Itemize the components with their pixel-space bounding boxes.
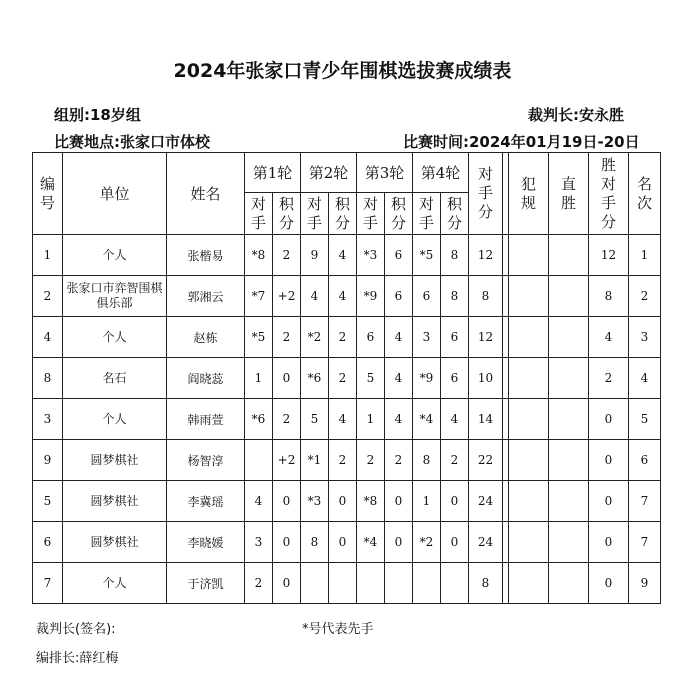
table-row bbox=[33, 522, 661, 563]
cell-round-opponent: 3 bbox=[245, 522, 273, 563]
cell-direct-win bbox=[549, 399, 589, 440]
arranger-label: 编排长:薛红梅 bbox=[36, 651, 119, 666]
group-label: 组别:18岁组 bbox=[54, 106, 141, 124]
cell-round-opponent: *2 bbox=[301, 317, 329, 358]
cell-unit: 个人 bbox=[63, 235, 167, 276]
cell-wins-opponent-score: 2 bbox=[589, 358, 629, 399]
table-row bbox=[33, 563, 661, 604]
cell-round-opponent bbox=[413, 563, 441, 604]
header-opponent: 对手 bbox=[357, 193, 385, 235]
cell-round-opponent: *3 bbox=[357, 235, 385, 276]
cell-rank: 4 bbox=[629, 358, 661, 399]
table-row bbox=[33, 317, 661, 358]
venue-label: 比赛地点:张家口市体校 bbox=[54, 133, 210, 151]
cell-wins-opponent-score: 0 bbox=[589, 481, 629, 522]
results-table bbox=[32, 152, 661, 604]
cell-round-opponent: *8 bbox=[357, 481, 385, 522]
cell-round-points: 4 bbox=[385, 317, 413, 358]
cell-wins-opponent-score: 12 bbox=[589, 235, 629, 276]
cell-wins-opponent-score: 0 bbox=[589, 522, 629, 563]
cell-round-points: 4 bbox=[441, 399, 469, 440]
cell-unit: 个人 bbox=[63, 317, 167, 358]
cell-round-opponent: 5 bbox=[301, 399, 329, 440]
cell-no: 3 bbox=[33, 399, 63, 440]
cell-round-points: 0 bbox=[273, 563, 301, 604]
cell-round-opponent: *9 bbox=[413, 358, 441, 399]
cell-round-opponent: 4 bbox=[245, 481, 273, 522]
cell-round-opponent: *6 bbox=[301, 358, 329, 399]
header-rank: 名次 bbox=[629, 153, 661, 235]
header-opponent-score: 对手分 bbox=[469, 153, 503, 235]
cell-round-points: 2 bbox=[385, 440, 413, 481]
table-row bbox=[33, 276, 661, 317]
cell-round-opponent: 2 bbox=[245, 563, 273, 604]
cell-wins-opponent-score: 0 bbox=[589, 399, 629, 440]
cell-foul bbox=[509, 317, 549, 358]
cell-foul bbox=[509, 276, 549, 317]
cell-name: 赵栋 bbox=[167, 317, 245, 358]
cell-round-points bbox=[385, 563, 413, 604]
cell-opponent-score: 14 bbox=[469, 399, 503, 440]
cell-round-points: 0 bbox=[441, 481, 469, 522]
cell-round-points: 0 bbox=[385, 481, 413, 522]
cell-direct-win bbox=[549, 563, 589, 604]
cell-foul bbox=[509, 440, 549, 481]
header-round-4: 第4轮 bbox=[413, 153, 469, 193]
cell-no: 8 bbox=[33, 358, 63, 399]
cell-round-opponent bbox=[245, 440, 273, 481]
cell-round-points: +2 bbox=[273, 276, 301, 317]
cell-round-points: 2 bbox=[329, 358, 357, 399]
header-foul: 犯规 bbox=[509, 153, 549, 235]
cell-round-opponent: *5 bbox=[245, 317, 273, 358]
cell-rank: 9 bbox=[629, 563, 661, 604]
cell-round-points: 2 bbox=[329, 440, 357, 481]
cell-round-opponent: *6 bbox=[245, 399, 273, 440]
chief-referee-label: 裁判长:安永胜 bbox=[528, 106, 624, 124]
cell-round-points: 2 bbox=[273, 235, 301, 276]
header-direct-win: 直胜 bbox=[549, 153, 589, 235]
cell-unit: 个人 bbox=[63, 399, 167, 440]
cell-round-points bbox=[441, 563, 469, 604]
cell-name: 韩雨萱 bbox=[167, 399, 245, 440]
cell-round-points: 0 bbox=[273, 522, 301, 563]
cell-unit: 圆梦棋社 bbox=[63, 481, 167, 522]
cell-no: 1 bbox=[33, 235, 63, 276]
cell-name: 郭湘云 bbox=[167, 276, 245, 317]
header-points: 积分 bbox=[441, 193, 469, 235]
cell-foul bbox=[509, 235, 549, 276]
cell-direct-win bbox=[549, 358, 589, 399]
cell-round-opponent: *5 bbox=[413, 235, 441, 276]
cell-round-points: +2 bbox=[273, 440, 301, 481]
cell-foul bbox=[509, 481, 549, 522]
cell-name: 李晓媛 bbox=[167, 522, 245, 563]
table-row bbox=[33, 440, 661, 481]
cell-round-opponent bbox=[357, 563, 385, 604]
cell-opponent-score: 24 bbox=[469, 522, 503, 563]
cell-round-opponent: 8 bbox=[301, 522, 329, 563]
header-name: 姓名 bbox=[167, 153, 245, 235]
cell-opponent-score: 8 bbox=[469, 563, 503, 604]
cell-direct-win bbox=[549, 235, 589, 276]
cell-rank: 7 bbox=[629, 481, 661, 522]
cell-rank: 2 bbox=[629, 276, 661, 317]
header-points: 积分 bbox=[385, 193, 413, 235]
cell-round-points: 8 bbox=[441, 276, 469, 317]
cell-opponent-score: 12 bbox=[469, 235, 503, 276]
cell-no: 4 bbox=[33, 317, 63, 358]
cell-direct-win bbox=[549, 522, 589, 563]
header-opponent: 对手 bbox=[413, 193, 441, 235]
cell-round-opponent: 8 bbox=[413, 440, 441, 481]
cell-round-points: 6 bbox=[441, 358, 469, 399]
cell-round-opponent: 9 bbox=[301, 235, 329, 276]
cell-name: 张楷易 bbox=[167, 235, 245, 276]
cell-round-points: 6 bbox=[385, 276, 413, 317]
cell-round-points: 4 bbox=[385, 358, 413, 399]
cell-round-opponent: *7 bbox=[245, 276, 273, 317]
cell-name: 阎晓蕊 bbox=[167, 358, 245, 399]
table-row bbox=[33, 235, 661, 276]
cell-round-opponent: 4 bbox=[301, 276, 329, 317]
cell-unit: 圆梦棋社 bbox=[63, 440, 167, 481]
cell-round-points bbox=[329, 563, 357, 604]
cell-opponent-score: 10 bbox=[469, 358, 503, 399]
cell-wins-opponent-score: 0 bbox=[589, 563, 629, 604]
cell-name: 杨智淳 bbox=[167, 440, 245, 481]
header-opponent: 对手 bbox=[301, 193, 329, 235]
header-points: 积分 bbox=[273, 193, 301, 235]
cell-round-points: 4 bbox=[329, 276, 357, 317]
cell-round-opponent: 5 bbox=[357, 358, 385, 399]
cell-unit: 张家口市弈智围棋俱乐部 bbox=[63, 276, 167, 317]
cell-round-opponent: 6 bbox=[357, 317, 385, 358]
cell-direct-win bbox=[549, 481, 589, 522]
cell-opponent-score: 12 bbox=[469, 317, 503, 358]
cell-foul bbox=[509, 563, 549, 604]
cell-round-points: 0 bbox=[273, 481, 301, 522]
cell-rank: 7 bbox=[629, 522, 661, 563]
cell-round-points: 2 bbox=[273, 399, 301, 440]
header-opponent: 对手 bbox=[245, 193, 273, 235]
cell-round-opponent: *3 bbox=[301, 481, 329, 522]
cell-round-opponent: 2 bbox=[357, 440, 385, 481]
match-time-label: 比赛时间:2024年01月19日-20日 bbox=[403, 133, 640, 151]
header-round-3: 第3轮 bbox=[357, 153, 413, 193]
cell-round-points: 4 bbox=[385, 399, 413, 440]
cell-foul bbox=[509, 358, 549, 399]
cell-round-points: 0 bbox=[385, 522, 413, 563]
cell-rank: 6 bbox=[629, 440, 661, 481]
cell-opponent-score: 24 bbox=[469, 481, 503, 522]
cell-foul bbox=[509, 522, 549, 563]
header-unit: 单位 bbox=[63, 153, 167, 235]
cell-round-points: 8 bbox=[441, 235, 469, 276]
signature-label: 裁判长(签名): bbox=[36, 622, 116, 637]
cell-round-opponent: 1 bbox=[413, 481, 441, 522]
cell-round-opponent: *8 bbox=[245, 235, 273, 276]
cell-round-points: 2 bbox=[273, 317, 301, 358]
page-title: 2024年张家口青少年围棋选拔赛成绩表 bbox=[173, 60, 512, 82]
cell-unit: 个人 bbox=[63, 563, 167, 604]
table-row bbox=[33, 481, 661, 522]
header-round-2: 第2轮 bbox=[301, 153, 357, 193]
cell-direct-win bbox=[549, 440, 589, 481]
cell-direct-win bbox=[549, 276, 589, 317]
cell-wins-opponent-score: 0 bbox=[589, 440, 629, 481]
header-points: 积分 bbox=[329, 193, 357, 235]
header-wins-opponent-score: 胜对手分 bbox=[589, 153, 629, 235]
cell-round-opponent: *1 bbox=[301, 440, 329, 481]
cell-rank: 3 bbox=[629, 317, 661, 358]
cell-no: 2 bbox=[33, 276, 63, 317]
cell-round-points: 0 bbox=[273, 358, 301, 399]
cell-round-points: 2 bbox=[329, 317, 357, 358]
header-no: 编号 bbox=[33, 153, 63, 235]
note-label: *号代表先手 bbox=[302, 622, 374, 637]
cell-no: 6 bbox=[33, 522, 63, 563]
cell-round-points: 6 bbox=[385, 235, 413, 276]
cell-rank: 5 bbox=[629, 399, 661, 440]
cell-round-opponent: 1 bbox=[357, 399, 385, 440]
cell-direct-win bbox=[549, 317, 589, 358]
cell-no: 5 bbox=[33, 481, 63, 522]
cell-round-points: 2 bbox=[441, 440, 469, 481]
cell-round-points: 0 bbox=[329, 481, 357, 522]
cell-unit: 名石 bbox=[63, 358, 167, 399]
cell-no: 9 bbox=[33, 440, 63, 481]
cell-name: 于济凯 bbox=[167, 563, 245, 604]
cell-wins-opponent-score: 8 bbox=[589, 276, 629, 317]
header-round-1: 第1轮 bbox=[245, 153, 301, 193]
cell-round-opponent: 1 bbox=[245, 358, 273, 399]
cell-opponent-score: 22 bbox=[469, 440, 503, 481]
cell-wins-opponent-score: 4 bbox=[589, 317, 629, 358]
cell-rank: 1 bbox=[629, 235, 661, 276]
table-row bbox=[33, 358, 661, 399]
cell-round-points: 4 bbox=[329, 399, 357, 440]
cell-round-opponent bbox=[301, 563, 329, 604]
cell-foul bbox=[509, 399, 549, 440]
cell-round-opponent: *9 bbox=[357, 276, 385, 317]
cell-unit: 圆梦棋社 bbox=[63, 522, 167, 563]
cell-round-points: 0 bbox=[329, 522, 357, 563]
cell-round-points: 0 bbox=[441, 522, 469, 563]
cell-round-opponent: *4 bbox=[413, 399, 441, 440]
cell-round-opponent: 6 bbox=[413, 276, 441, 317]
cell-name: 李冀瑶 bbox=[167, 481, 245, 522]
cell-round-opponent: 3 bbox=[413, 317, 441, 358]
cell-round-points: 6 bbox=[441, 317, 469, 358]
cell-opponent-score: 8 bbox=[469, 276, 503, 317]
cell-round-points: 4 bbox=[329, 235, 357, 276]
cell-no: 7 bbox=[33, 563, 63, 604]
cell-round-opponent: *2 bbox=[413, 522, 441, 563]
cell-round-opponent: *4 bbox=[357, 522, 385, 563]
table-row bbox=[33, 399, 661, 440]
